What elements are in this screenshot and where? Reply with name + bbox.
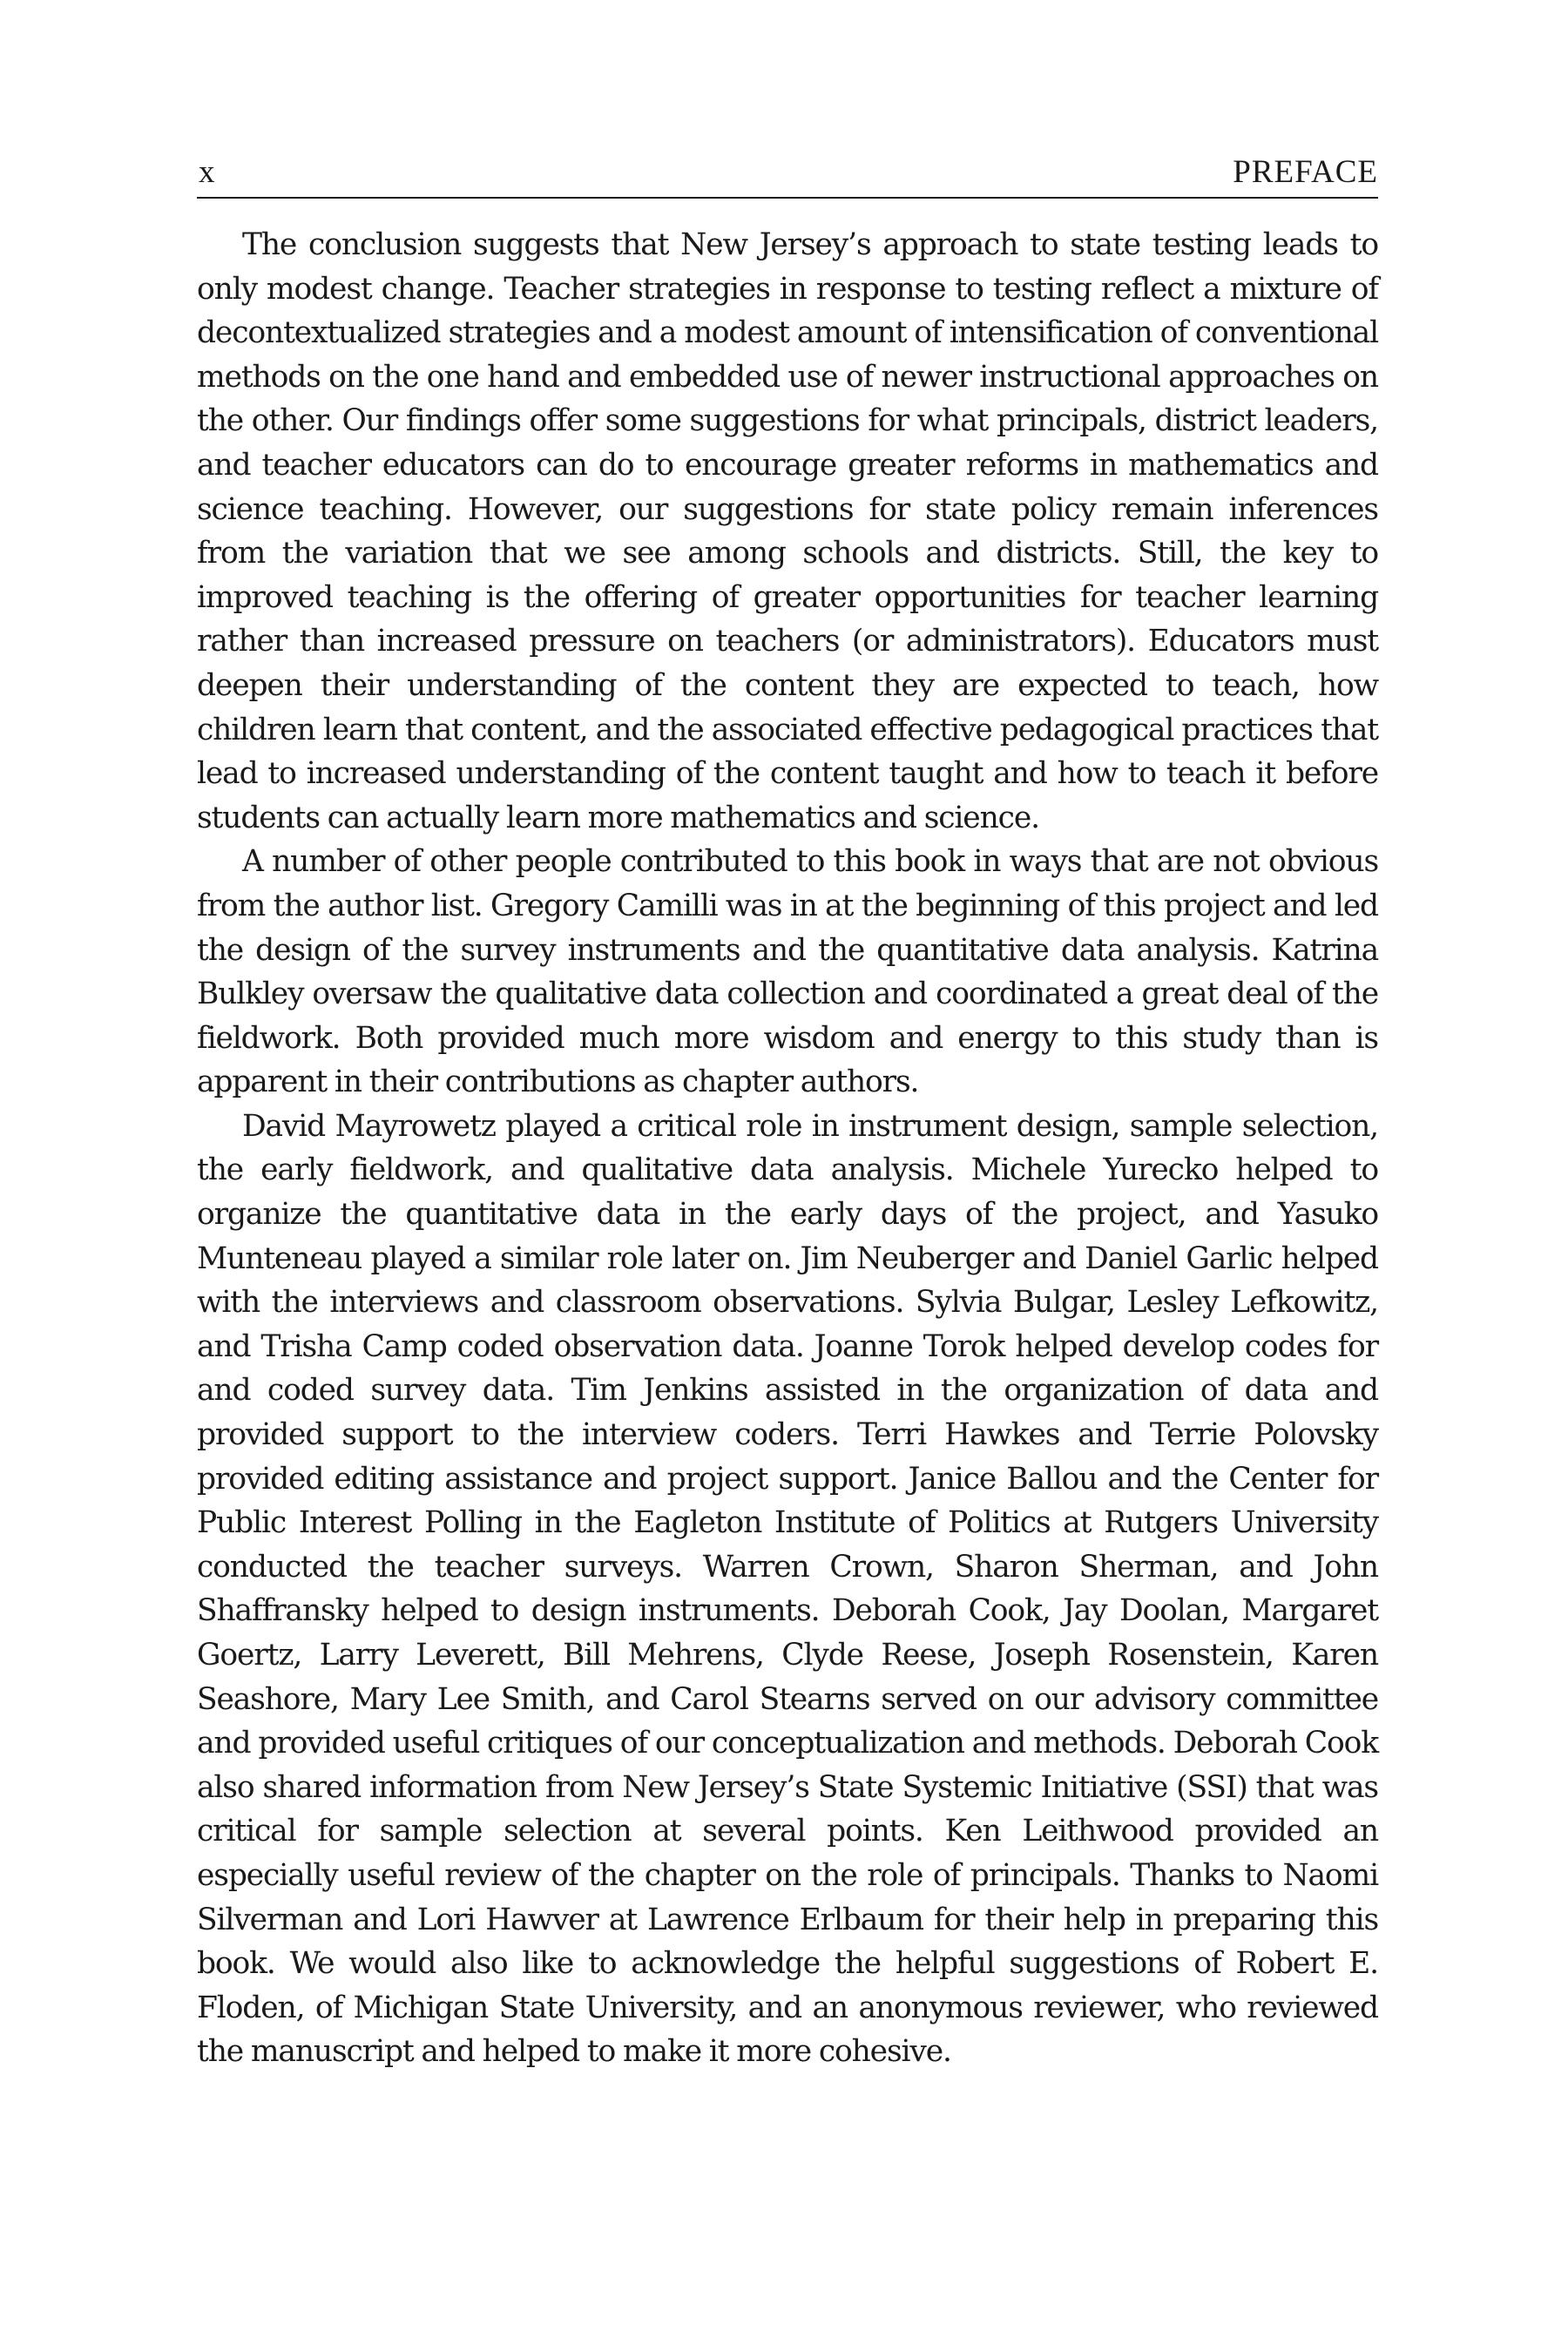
- page-number: x: [199, 154, 216, 190]
- body-text: [197, 223, 1378, 2074]
- paragraph-contributors: A number of other people contributed to this book in ways that are not obvious from the author list. Gregory Camilli was in at the beginning of this project and led the design of the survey instruments and the quantitative data analysis. Katrina Bulkley oversaw the qualitative data collection and coordinated a great deal of the fieldwork. Both provided much more wisdom and energy to this study than is apparent in their contributions as chapter authors.: [197, 844, 1378, 1100]
- paragraph-conclusion: The conclusion suggests that New Jersey’s approach to state testing leads to only modest change. Teacher strategies in response to testing reflect a mixture of decontextualized strategies and a modest amount of intensification of conventional methods on the one hand and embedded use of newer instructional approaches on the other. Our findings offer some suggestions for what principals, district leaders, and teacher educators can do to encourage greater reforms in mathematics and science teaching. However, our suggestions for state policy remain inferences from the variation that we see among schools and districts. Still, the key to improved teaching is the offering of greater opportunities for teacher learning rather than increased pressure on teachers (or administrators). Educators must deepen their understanding of the content they are expected to teach, how children learn that content, and the associated effective pedagogical practices that lead to increased understanding of the content taught and how to teach it before students can actually learn more mathematics and science.: [197, 227, 1378, 835]
- section-title: PREFACE: [1233, 154, 1378, 190]
- paragraph-acknowledgments: David Mayrowetz played a critical role in instrument design, sample selection, the early fieldwork, and qualitative data analysis. Michele Yurecko helped to organize the quantitative data in the early days of the project, and Yasuko Munteneau played a similar role later on. Jim Neuberger and Daniel Garlic helped with the interviews and classroom observations. Sylvia Bulgar, Lesley Lefkowitz, and Trisha Camp coded observation data. Joanne Torok helped develop codes for and coded survey data. Tim Jenkins assisted in the organization of data and provided support to the interview coders. Terri Hawkes and Terrie Polovsky provided editing assistance and project support. Janice Ballou and the Center for Public Interest Polling in the Eagleton Institute of Politics at Rutgers University conducted the teacher surveys. Warren Crown, Sharon Sherman, and John Shaffransky helped to design instruments. Deborah Cook, Jay Doolan, Margaret Goertz, Larry Leverett, Bill Mehrens, Clyde Reese, Joseph Rosenstein, Karen Seashore, Mary Lee Smith, and Carol Stearns served on our advisory committee and provided useful critiques of our conceptualization and methods. Deborah Cook also shared information from New Jersey’s State Systemic Initiative (SSI) that was critical for sample selection at several points. Ken Leithwood provided an especially useful review of the chapter on the role of principals. Thanks to Naomi Silverman and Lori Hawver at Lawrence Erlbaum for their help in preparing this book. We would also like to acknowledge the helpful suggestions of Robert E. Floden, of Michigan State University, and an anonymous reviewer, who reviewed the manuscript and helped to make it more cohesive.: [197, 1108, 1378, 2070]
- running-head: [197, 155, 1378, 199]
